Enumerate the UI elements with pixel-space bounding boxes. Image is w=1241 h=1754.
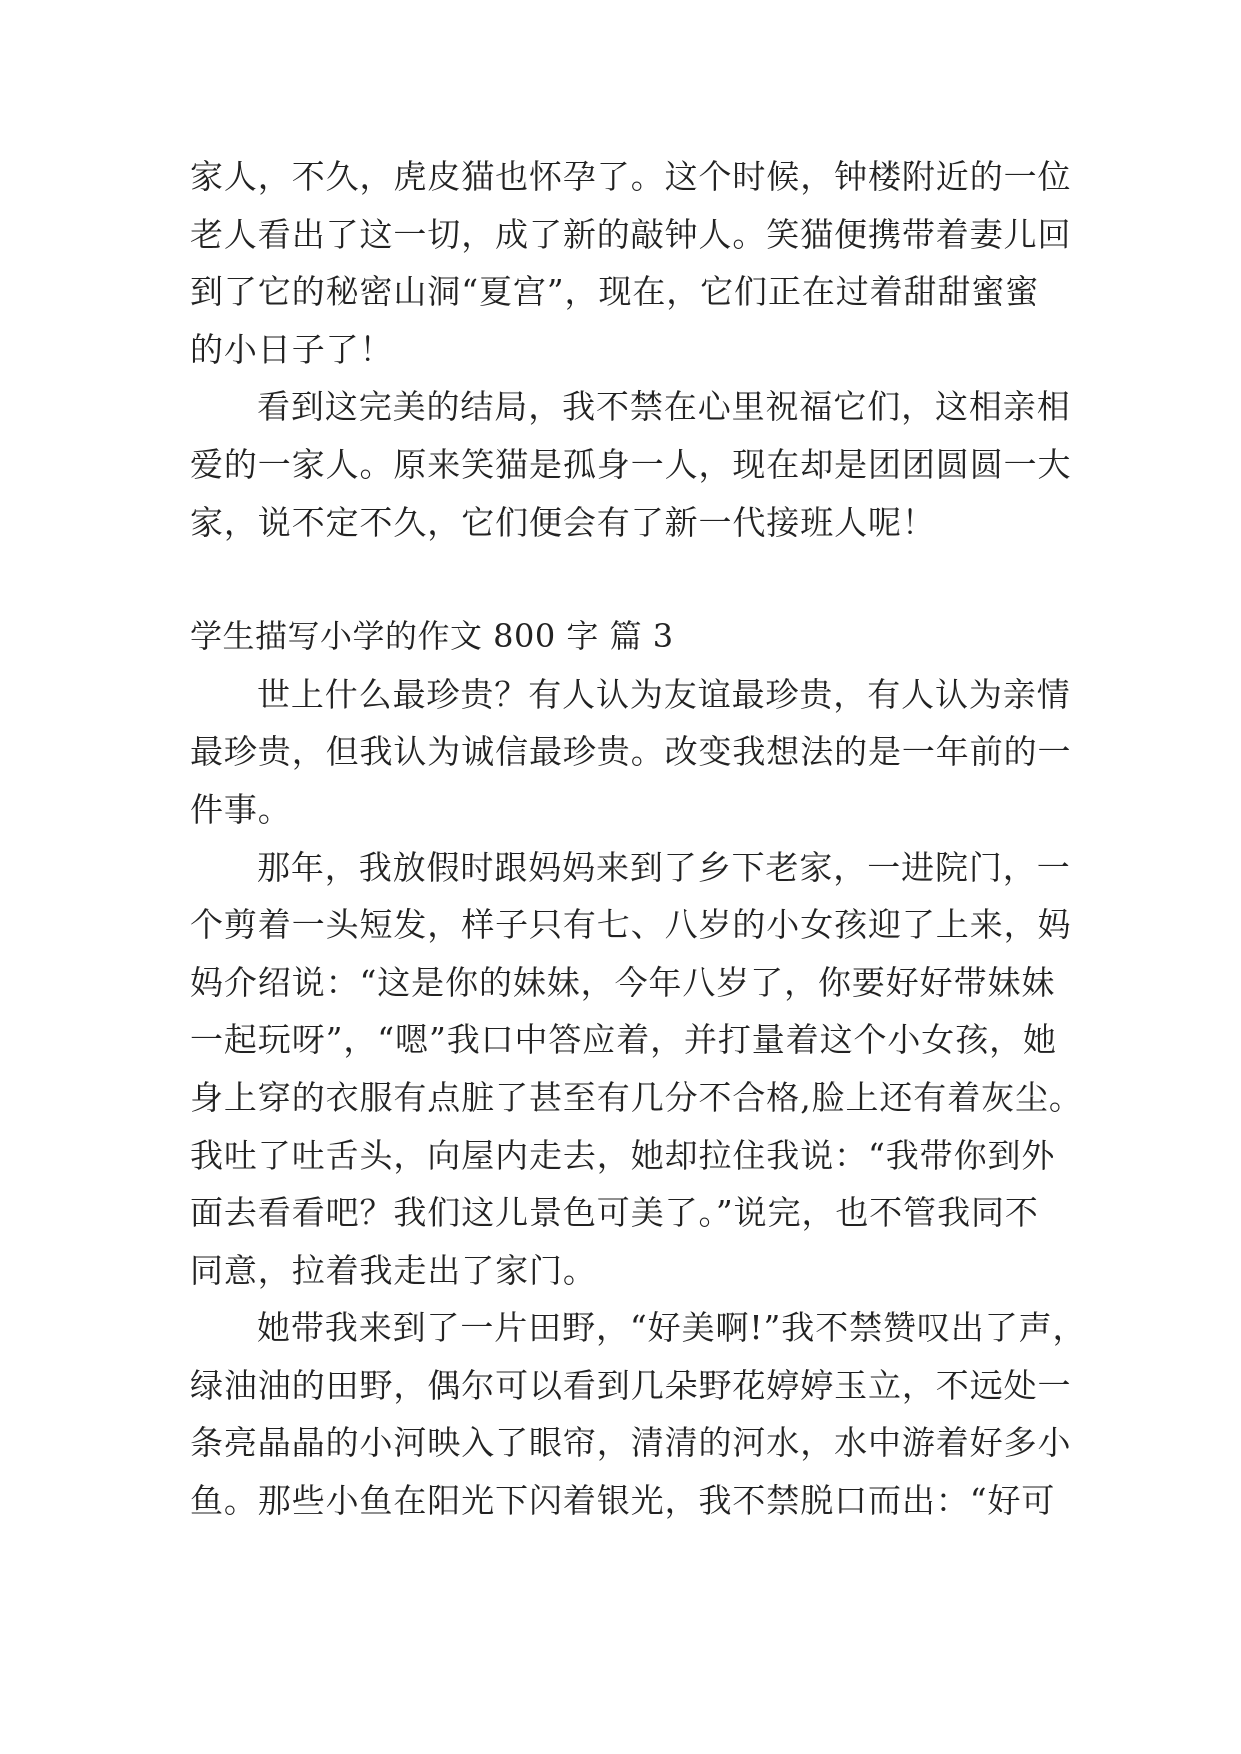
text-line: 鱼。那些小鱼在阳光下闪着银光，我不禁脱口而出：“好可 xyxy=(190,1481,1056,1521)
paragraph xyxy=(190,839,1083,1300)
text-line: 件事。 xyxy=(190,789,292,829)
section-heading: 学生描写小学的作文 800 字 篇 3 xyxy=(190,617,674,656)
text-line: 妈介绍说：“这是你的妹妹，今年八岁了，你要好好带妹妹 xyxy=(190,962,1056,1002)
text-line: 同意，拉着我走出了家门。 xyxy=(190,1250,597,1290)
text-line: 爱的一家人。原来笑猫是孤身一人，现在却是团团圆圆一大 xyxy=(190,444,1072,484)
text-line: 家人，不久，虎皮猫也怀孕了。这个时候，钟楼附近的一位 xyxy=(190,157,1072,196)
text-line: 我吐了吐舌头，向屋内走去，她却拉住我说：“我带你到外 xyxy=(190,1135,1056,1175)
document-body xyxy=(190,148,1087,1530)
text-line: 一起玩呀”，“嗯”我口中答应着，并打量着这个小女孩，她 xyxy=(190,1020,1057,1060)
paragraph xyxy=(190,666,1072,839)
text-line: 面去看看吧？我们这儿景色可美了。”说完，也不管我同不 xyxy=(190,1193,1039,1233)
text-line: 她带我来到了一片田野，“好美啊!”我不禁赞叹出了声， xyxy=(257,1308,1087,1348)
text-line: 老人看出了这一切，成了新的敲钟人。笑猫便携带着妻儿回 xyxy=(190,214,1072,254)
text-line: 那年，我放假时跟妈妈来到了乡下老家，一进院门，一 xyxy=(257,847,1071,887)
text-line: 家，说不定不久，它们便会有了新一代接班人呢！ xyxy=(190,502,936,542)
text-line: 最珍贵，但我认为诚信最珍贵。改变我想法的是一年前的一 xyxy=(190,732,1072,772)
paragraph xyxy=(190,148,1072,378)
text-line: 看到这完美的结局，我不禁在心里祝福它们，这相亲相 xyxy=(257,387,1071,427)
text-line: 到了它的秘密山洞“夏宫”，现在，它们正在过着甜甜蜜蜜 xyxy=(190,272,1040,312)
text-line: 的小日子了！ xyxy=(190,329,394,369)
text-line: 身上穿的衣服有点脏了甚至有几分不合格,脸上还有着灰尘。 xyxy=(190,1077,1083,1117)
text-line: 绿油油的田野，偶尔可以看到几朵野花婷婷玉立，不远处一 xyxy=(190,1365,1072,1405)
paragraph xyxy=(190,1299,1087,1529)
section-gap xyxy=(190,551,1052,608)
text-line: 条亮晶晶的小河映入了眼帘，清清的河水，水中游着好多小 xyxy=(190,1423,1072,1463)
text-line: 世上什么最珍贵？有人认为友谊最珍贵，有人认为亲情 xyxy=(257,674,1071,714)
paragraph xyxy=(190,378,1072,551)
text-line: 个剪着一头短发，样子只有七、八岁的小女孩迎了上来，妈 xyxy=(190,905,1072,945)
